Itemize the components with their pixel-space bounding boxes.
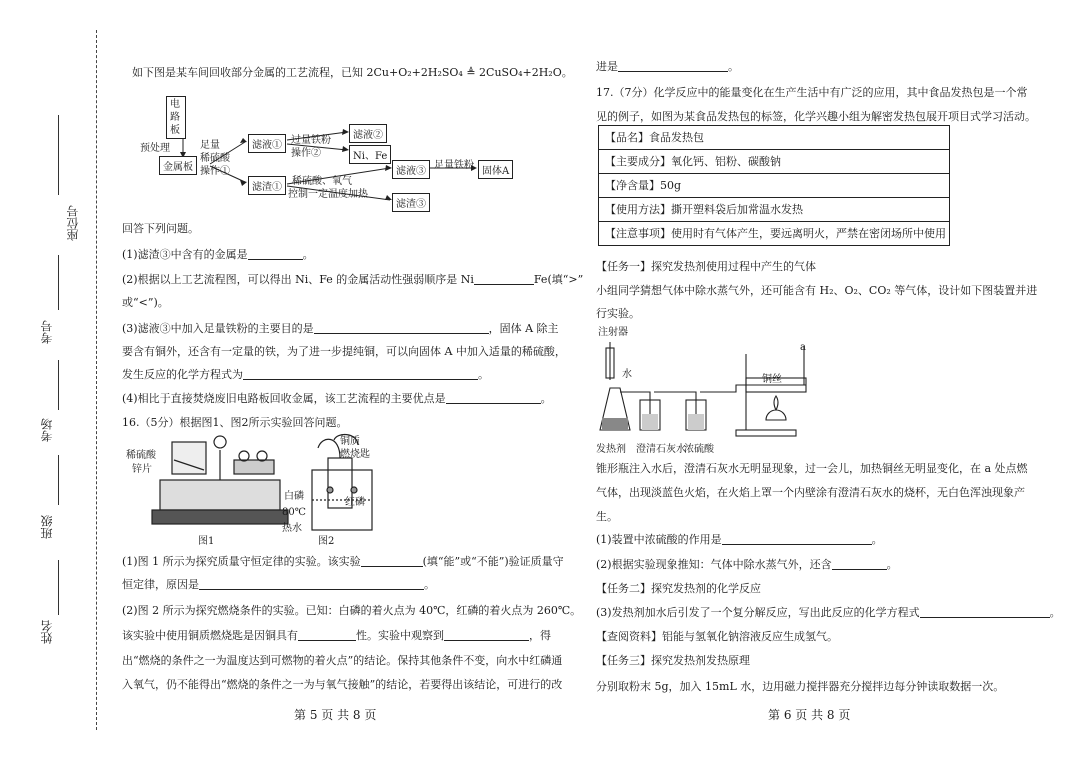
q16-2-blank-c[interactable] bbox=[618, 59, 728, 72]
observation-line1: 锥形瓶注入水后，澄清石灰水无明显现象，过一会儿，加热铜丝无明显变化，在 a 处点燃 bbox=[596, 462, 1028, 475]
ni-fe-box: Ni、Fe bbox=[349, 145, 391, 164]
figures-1-2 bbox=[122, 430, 542, 545]
reference-info: 【查阅资料】铝能与氢氧化钠溶液反应生成氢气。 bbox=[596, 630, 838, 643]
q15-4-blank[interactable] bbox=[446, 391, 541, 404]
q15-3-blank-b[interactable] bbox=[243, 367, 478, 380]
copper-spoon-label-1: 铜质 bbox=[340, 436, 360, 447]
answer-intro: 回答下列问题。 bbox=[122, 222, 199, 235]
condition-1: 稀硫酸、氧气 bbox=[292, 176, 352, 187]
filtrate2-box: 滤液② bbox=[349, 124, 387, 143]
op1-label: 操作① bbox=[200, 166, 230, 177]
acid-label-1: 足量 bbox=[200, 140, 220, 151]
exam-room-label: 考场 bbox=[40, 418, 54, 442]
fig1-caption: 图1 bbox=[198, 536, 215, 547]
label-row-weight: 【净含量】50g bbox=[599, 174, 949, 198]
q17-1-blank[interactable] bbox=[722, 532, 872, 545]
residue1-box: 滤渣① bbox=[248, 176, 286, 195]
q17-3: (3)发热剂加水后引发了一个复分解反应，写出此反应的化学方程式 。 bbox=[596, 606, 1061, 619]
task3-line1: 分别取粉末 5g，加入 15mL 水，边用磁力搅拌器充分搅拌边每分钟读取数据一次。 bbox=[596, 680, 1005, 693]
heat-agent-label: 发热剂 bbox=[596, 444, 626, 455]
iron-powder-label-2: 足量铁粉 bbox=[434, 160, 474, 171]
filtrate3-box: 滤液③ bbox=[392, 160, 430, 179]
q16-2-line3: 出“燃烧的条件之一为温度达到可燃物的着火点”的结论。保持其他条件不变，向水中红磷通 bbox=[122, 654, 563, 667]
metal-board-box: 金属板 bbox=[159, 156, 197, 175]
q15-3: (3)滤液③中加入足量铁粉的主要目的是 ，固体 A 除主 bbox=[122, 322, 559, 335]
q17-1: (1)装置中浓硫酸的作用是 。 bbox=[596, 533, 883, 546]
zinc-label: 锌片 bbox=[132, 464, 152, 475]
seat-blank bbox=[58, 115, 59, 195]
q15-1-blank[interactable] bbox=[248, 247, 303, 260]
red-p-label: 红磷 bbox=[345, 497, 365, 508]
iron-powder-label: 过量铁粉 bbox=[291, 135, 331, 146]
label-row-caution: 【注意事项】使用时有气体产生，要远离明火，严禁在密闭场所中使用 bbox=[605, 227, 946, 240]
label-row-usage: 【使用方法】撕开塑料袋后加常温水发热 bbox=[599, 198, 949, 222]
q16-1-blank-b[interactable] bbox=[199, 577, 424, 590]
solid-a-box: 固体A bbox=[478, 160, 513, 179]
class-label: 班级 bbox=[40, 515, 54, 539]
label-row-ingredients: 【主要成分】氧化钙、铝粉、碳酸钠 bbox=[599, 150, 949, 174]
binding-dashed-line bbox=[96, 30, 97, 730]
seat-label: 座位号 bbox=[66, 205, 80, 241]
q16-1-blank-a[interactable] bbox=[361, 554, 423, 567]
q16-title: 16.（5分）根据图1、图2所示实验回答问题。 bbox=[122, 416, 348, 429]
q16-1-line2: 恒定律，原因是 。 bbox=[122, 578, 435, 591]
page-5-footer: 第 5 页 共 8 页 bbox=[294, 708, 377, 722]
q16-2-line4: 入氧气，仍不能得出“燃烧的条件之一为与氧气接触”的结论，若要得出该结论，可进行的改 bbox=[122, 678, 563, 691]
name-label: 姓名 bbox=[40, 620, 54, 644]
q15-3-line2: 要含有铜外，还含有一定量的铁，为了进一步提纯铜，可以向固体 A 中加入适量的稀硫酸， bbox=[122, 345, 566, 358]
apparatus-diagram bbox=[596, 330, 826, 440]
op2-label: 操作② bbox=[291, 148, 321, 159]
q16-2-end: 进是 。 bbox=[596, 60, 739, 73]
fig2-caption: 图2 bbox=[318, 536, 335, 547]
heat-pack-label-table bbox=[598, 125, 950, 246]
q17-2-blank[interactable] bbox=[832, 557, 887, 570]
page-6-footer: 第 6 页 共 8 页 bbox=[768, 708, 851, 722]
process-intro: 如下图是某车间回收部分金属的工艺流程，已知 2Cu+O₂+2H₂SO₄ ≜ 2CuSO₄+2H₂O。 bbox=[132, 66, 573, 79]
copper-spoon-label-2: 燃烧匙 bbox=[340, 449, 370, 460]
point-a-label: a bbox=[800, 342, 806, 353]
q15-4: (4)相比于直接焚烧废旧电路板回收金属，该工艺流程的主要优点是 。 bbox=[122, 392, 552, 405]
water-label: 水 bbox=[622, 369, 632, 380]
label-row-name: 【品名】食品发热包 bbox=[599, 126, 949, 150]
circuit-board-box: 电路板 bbox=[166, 96, 186, 139]
task2-title: 【任务二】探究发热剂的化学反应 bbox=[596, 582, 761, 595]
hot-water-label: 热水 bbox=[282, 523, 302, 534]
name-blank bbox=[58, 560, 59, 615]
class-blank bbox=[58, 455, 59, 505]
filtrate1-box: 滤液① bbox=[248, 134, 286, 153]
condition-2: 控制一定温度加热 bbox=[288, 189, 368, 200]
q16-2: (2)图 2 所示为探究燃烧条件的实验。已知：白磷的着火点为 40℃，红磷的着火点为 260℃。 bbox=[122, 604, 582, 617]
limewater-label: 澄清石灰水 bbox=[636, 444, 686, 455]
task1-title: 【任务一】探究发热剂使用过程中产生的气体 bbox=[596, 260, 816, 273]
pretreat-label: 预处理 bbox=[140, 143, 170, 154]
q15-2-cont: 或“<”)。 bbox=[122, 296, 169, 309]
q15-3-blank-a[interactable] bbox=[314, 321, 489, 334]
observation-line3: 生。 bbox=[596, 510, 618, 523]
white-p-label: 白磷 bbox=[284, 491, 304, 502]
q17-line1: 17.（7分）化学反应中的能量变化在生产生活中有广泛的应用，其中食品发热包是一个常 bbox=[596, 86, 1028, 99]
q15-2-blank[interactable] bbox=[474, 272, 534, 285]
q16-2-line2: 该实验中使用铜质燃烧匙是因铜具有 性。实验中观察到 ，得 bbox=[122, 629, 551, 642]
acid-label: 稀硫酸 bbox=[126, 450, 156, 461]
q17-3-blank[interactable] bbox=[920, 605, 1050, 618]
sulfuric-acid-label: 浓硫酸 bbox=[684, 444, 714, 455]
q16-1: (1)图 1 所示为探究质量守恒定律的实验。该实验 (填“能”或“不能”)验证质量守 bbox=[122, 555, 564, 568]
q17-2: (2)根据实验现象推知：气体中除水蒸气外，还含 。 bbox=[596, 558, 898, 571]
observation-line2: 气体，出现淡蓝色火焰，在火焰上罩一个内壁涂有澄清石灰水的烧杯，无白色浑浊现象产 bbox=[596, 486, 1025, 499]
q15-1: (1)滤渣③中含有的金属是 。 bbox=[122, 248, 314, 261]
task3-title: 【任务三】探究发热剂发热原理 bbox=[596, 654, 750, 667]
q16-2-blank-b[interactable] bbox=[444, 628, 529, 641]
temp-label: 80℃ bbox=[282, 507, 306, 518]
q15-3-line3: 发生反应的化学方程式为 。 bbox=[122, 368, 489, 381]
syringe-label: 注射器 bbox=[598, 327, 628, 338]
copper-wire-label: 铜丝 bbox=[762, 374, 782, 385]
residue3-box: 滤渣③ bbox=[392, 193, 430, 212]
exam-no-blank bbox=[58, 255, 59, 310]
task1-line1: 小组同学猜想气体中除水蒸气外，还可能含有 H₂、O₂、CO₂ 等气体，设计如下图装置并进 bbox=[596, 284, 1038, 297]
exam-room-blank bbox=[58, 360, 59, 410]
task1-line2: 行实验。 bbox=[596, 307, 640, 320]
acid-label-2: 稀硫酸 bbox=[200, 153, 230, 164]
q15-2: (2)根据以上工艺流程图，可以得出 Ni、Fe 的金属活动性强弱顺序是 Ni Fe(填“>” bbox=[122, 273, 584, 286]
exam-no-label: 考号 bbox=[40, 320, 54, 344]
q16-2-blank-a[interactable] bbox=[298, 628, 356, 641]
q17-line2: 见的例子，如图为某食品发热包的标签，化学兴趣小组为解密发热包展开项目式学习活动。 bbox=[596, 110, 1036, 123]
